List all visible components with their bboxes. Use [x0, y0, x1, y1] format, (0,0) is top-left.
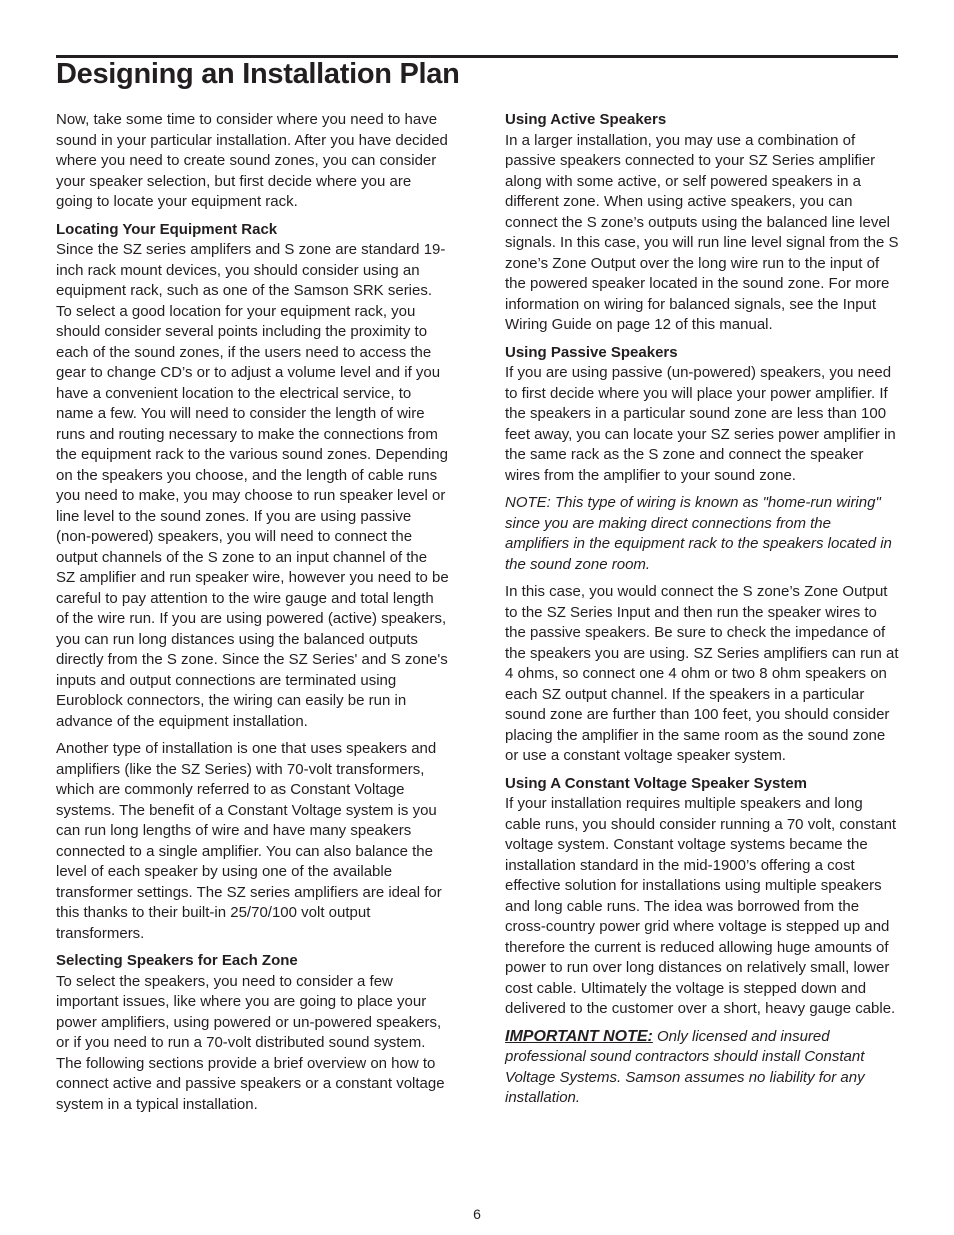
important-note-text: Only licensed and insured professional sound contractors should install Constant Voltage Systems. Samson assumes no liability for any installation. — [505, 1027, 865, 1106]
important-note — [505, 1027, 899, 1109]
page-title: Designing an Installation Plan — [56, 58, 460, 90]
right-column — [505, 110, 899, 1116]
active-section — [505, 110, 899, 336]
rack-body: Since the SZ series amplifers and S zone are standard 19-inch rack mount devices, you should consider using an equipment rack, such as one of the Samson SRK series. To select a good location for your equipment rack, you should consider several points including the proximity to each of the sound zones, if the users need to access the gear to change CD’s or to adjust a volume level and if you have a convenient location to the electrical service, to name a few. You will need to consider the length of wire runs and routing necessary to make the connections from the equipment rack to the various sound zones. Depending on the speakers you choose, and the length of cable runs you need to make, you may choose to run speaker level or line level to the sound zones. If you are using passive (non-powered) speakers, you will need to connect the output channels of the S zone to an input channel of the SZ amplifier and run speaker wire, however you need to be careful to pay attention to the wire gauge and total length of the wire run. If you are using powered (active) speakers, you can run long distances using the balanced outputs directly from the S zone. Since the SZ Series' and S zone's inputs and output connections are terminated using Euroblock connectors, the wiring can easily be run in advance of the equipment installation. — [56, 241, 449, 730]
passive-section — [505, 343, 899, 487]
passive-body: If you are using passive (un-powered) speakers, you need to first decide where you will place your power amplifier. If the speakers in a particular sound zone are less than 100 feet away, you can locate your SZ series power amplifier in the same rack as the S zone and connect the speaker wires from the amplifier to your sound zone. — [505, 364, 896, 484]
rack-heading: Locating Your Equipment Rack — [56, 220, 278, 238]
important-note-label: IMPORTANT NOTE: — [505, 1027, 653, 1045]
cv-section — [505, 774, 899, 1020]
select-body: To select the speakers, you need to consider a few important issues, like where you are going to place your power amplifiers, using powered or un-powered speakers, or if you need to run a 70-volt distributed sound system. The following sections provide a brief overview on how to connect active and passive speakers or a constant voltage system in a typical installation. — [56, 972, 445, 1113]
active-heading: Using Active Speakers — [505, 111, 667, 128]
home-run-note: NOTE: This type of wiring is known as "home-run wiring" since you are making direct connections from the amplifiers in the equipment rack to the speakers located in the sound zone room. — [505, 494, 892, 573]
rack-section — [56, 220, 450, 733]
cv-body: If your installation requires multiple speakers and long cable runs, you should consider running a 70 volt, constant voltage system. Constant voltage systems became the installation standard in the mid-1900’s offering a cost effective solution for installations using multiple speakers and long cable runs. The idea was borrowed from the cross-country power grid where voltage is stepped up and therefore the current is reduced allowing huge amounts of power to run over long distances on relatively small, lower cost cable. Ultimately the voltage is stepped down and delivered to the customer over a short, heavy gauge cable. — [505, 795, 897, 1017]
left-column — [56, 110, 450, 1122]
cv-intro-paragraph: Another type of installation is one that uses speakers and amplifiers (like the SZ Series) with 70-volt transformers, which are commonly referred to as Constant Voltage systems. The benefit of a Constant Voltage system is you can run long lengths of wire and have many speakers connected to a single amplifier. You can also balance the level of each speaker by using one of the available transformer settings. The SZ series amplifiers are ideal for this thanks to their built-in 25/70/100 volt output transformers. — [56, 740, 442, 942]
cv-heading: Using A Constant Voltage Speaker System — [505, 774, 808, 792]
passive-heading: Using Passive Speakers — [505, 343, 678, 361]
passive-case-paragraph: In this case, you would connect the S zone’s Zone Output to the SZ Series Input and then run the speaker wires to the passive speakers. Be sure to check the impedance of the speakers you are using. SZ Series amplifiers can run at 4 ohms, so connect one 4 ohm or two 8 ohm speakers on each SZ output channel. If the speakers in a particular sound zone are further than 100 feet, you should consider placing the amplifier in the same room as the sound zone or use a constant voltage speaker system. — [505, 583, 899, 764]
select-heading: Selecting Speakers for Each Zone — [56, 952, 298, 969]
page-number: 6 — [473, 1206, 481, 1222]
active-body: In a larger installation, you may use a combination of passive speakers connected to your SZ Series amplifier along with some active, or self powered speakers in a different zone. When using active speakers, you can connect the S zone’s outputs using the balanced line level signals. In this case, you will run line level signal from the S zone’s Zone Output over the long wire run to the input of the powered speaker located in the sound zone. For more information on wiring for balanced signals, see the Input Wiring Guide on page 12 of this manual. — [505, 131, 899, 333]
select-section — [56, 951, 450, 1115]
intro-paragraph: Now, take some time to consider where you need to have sound in your particular installation. After you have decided where you need to create sound zones, you can consider your speaker selection, but first decide where you are going to locate your equipment rack. — [56, 111, 448, 210]
